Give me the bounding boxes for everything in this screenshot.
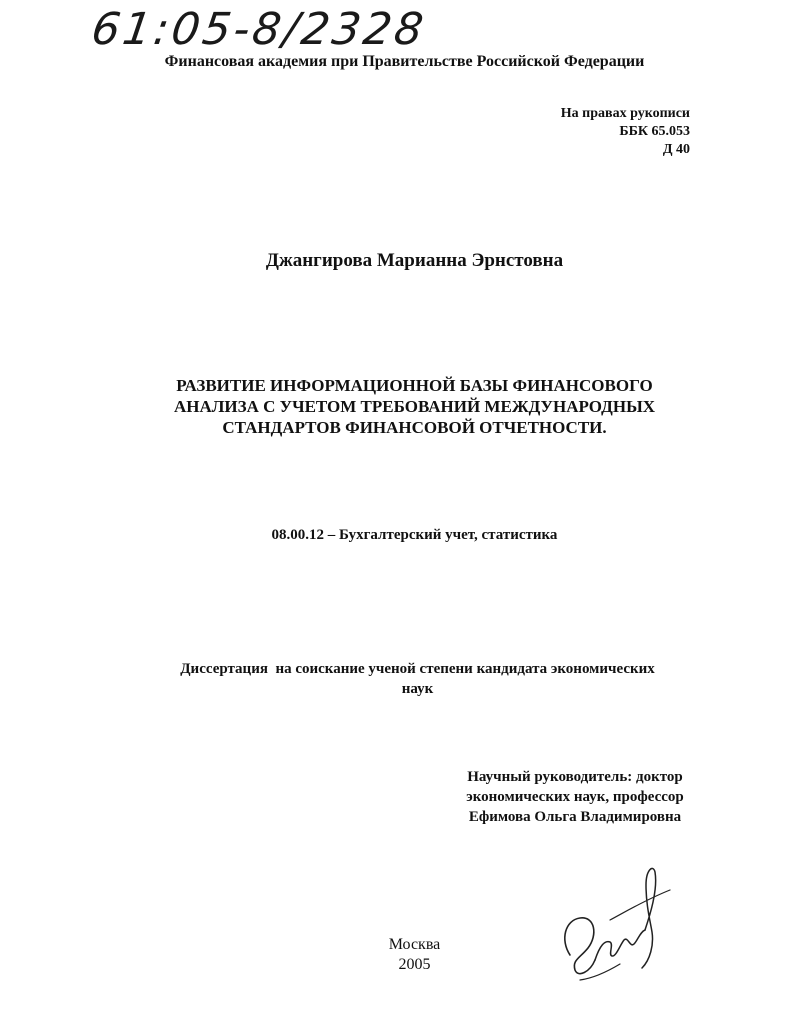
title-line: РАЗВИТИЕ ИНФОРМАЦИОННОЙ БАЗЫ ФИНАНСОВОГО (176, 376, 653, 395)
institution-name: Финансовая академия при Правительстве Российской Федерации (164, 53, 645, 70)
dissertation-title (0, 375, 799, 438)
rights-line: На правах рукописи (560, 106, 690, 121)
publication-place-year (0, 935, 799, 975)
title-line: СТАНДАРТОВ ФИНАНСОВОЙ ОТЧЕТНОСТИ. (222, 418, 607, 437)
city: Москва (388, 936, 441, 953)
author-name: Джангирова Марианна Эрнстовна (265, 250, 564, 271)
specialty-code: 08.00.12 – Бухгалтерский учет, статистика (271, 527, 558, 543)
degree-line: Диссертация на соискание ученой степени кандидата экономических (180, 661, 655, 677)
year: 2005 (398, 956, 431, 973)
degree-line: наук (401, 681, 434, 697)
advisor-line: экономических наук, профессор (466, 789, 684, 805)
rights-block (561, 105, 690, 159)
handwritten-archive-code: 61:05-8/2328 (88, 4, 430, 55)
degree-statement (130, 659, 705, 699)
advisor-line: Научный руководитель: доктор (467, 769, 683, 785)
bbk-code: ББК 65.053 (619, 124, 690, 139)
title-line: АНАЛИЗА С УЧЕТОМ ТРЕБОВАНИЙ МЕЖДУНАРОДНЫХ (173, 397, 656, 416)
scientific-advisor (440, 767, 710, 827)
advisor-name: Ефимова Ольга Владимировна (468, 809, 682, 825)
author-code: Д 40 (662, 142, 690, 157)
